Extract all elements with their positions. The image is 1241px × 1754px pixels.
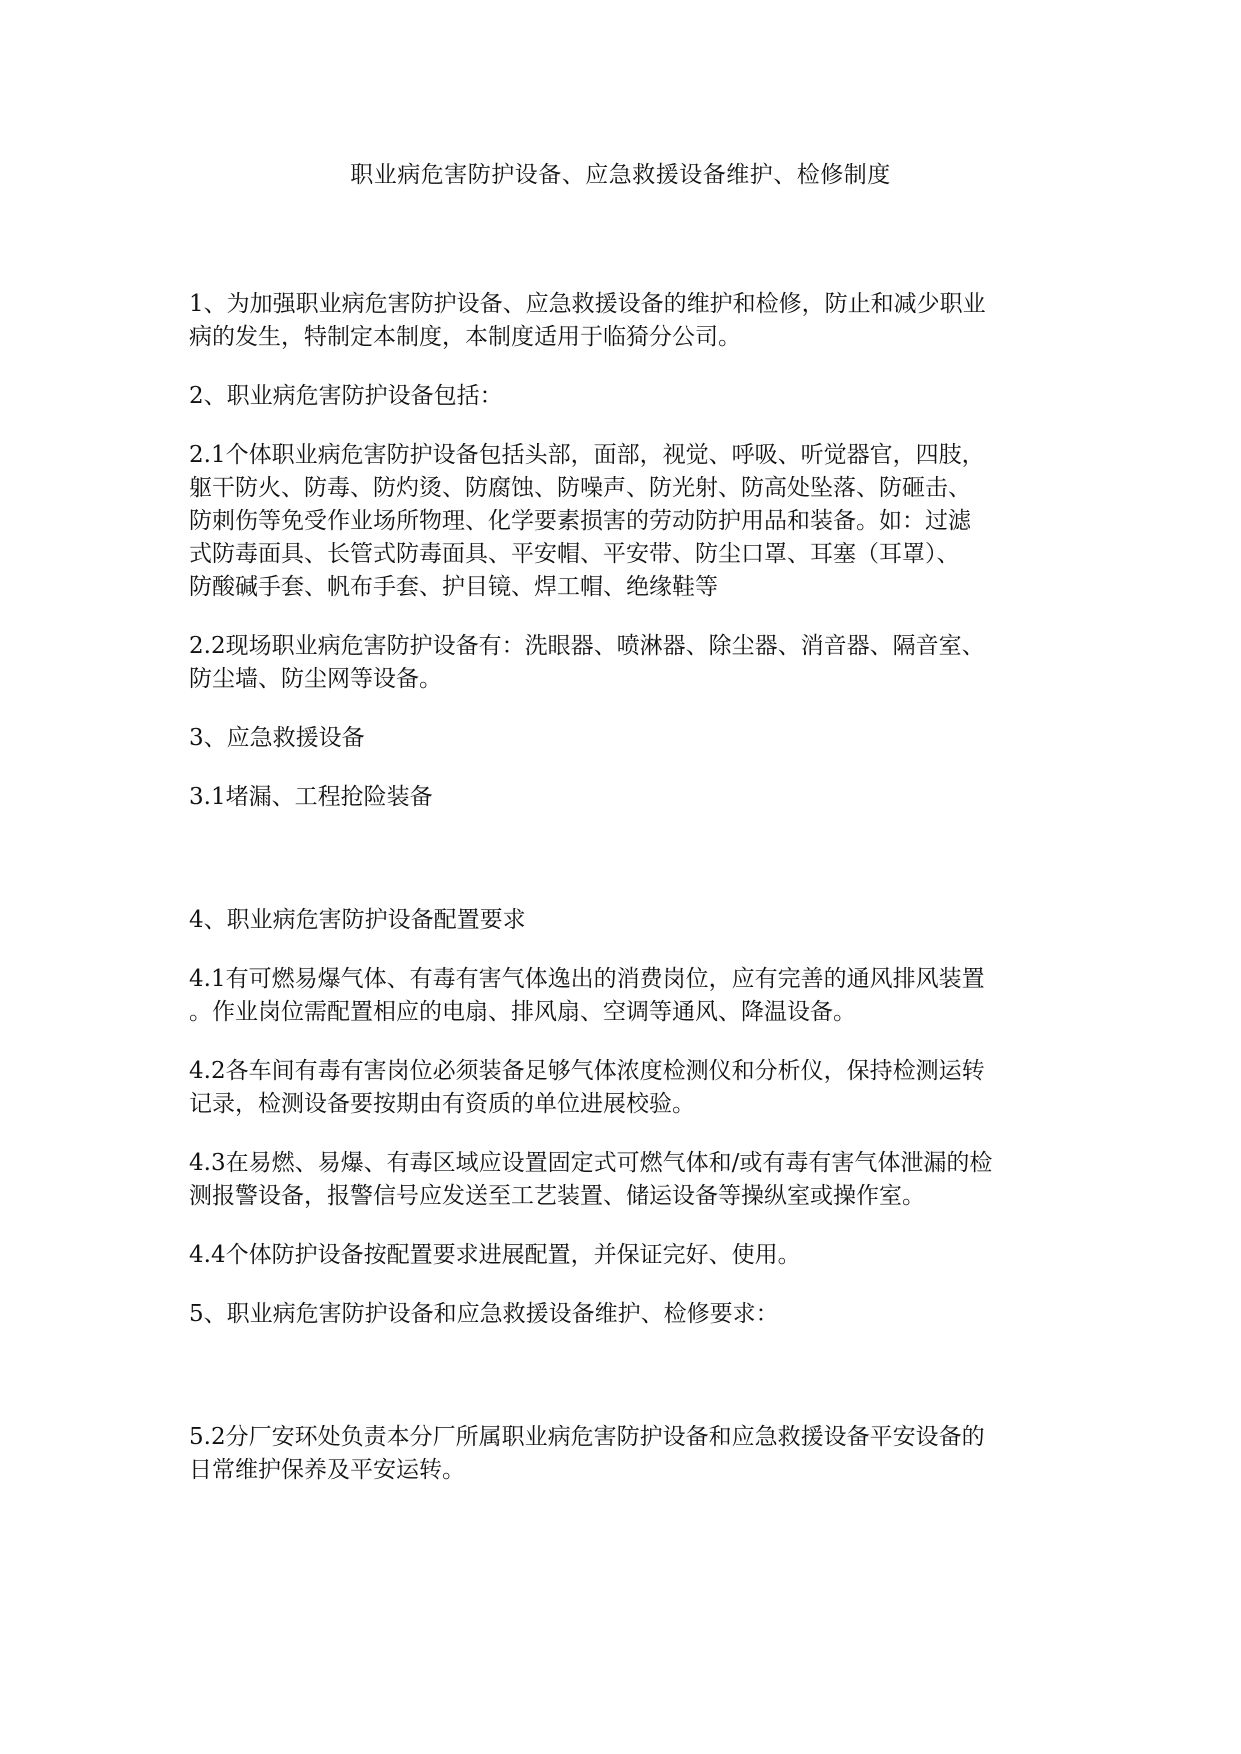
paragraph-3: 3、应急救援设备	[189, 725, 365, 751]
document-body	[189, 288, 1059, 1513]
paragraph-4-3: 4.3在易燃、易爆、有毒区域应设置固定式可燃气体和/或有毒有害气体泄漏的检 测报警设备，报警信号应发送至工艺装置、储运设备等操纵室或操作室。	[189, 1150, 993, 1209]
blank-space	[189, 840, 1059, 904]
paragraph-1: 1、为加强职业病危害防护设备、应急救援设备的维护和检修，防止和减少职业 病的发生，特制定本制度，本制度适用于临猗分公司。	[189, 291, 986, 350]
paragraph-2-2: 2.2现场职业病危害防护设备有：洗眼器、喷淋器、除尘器、消音器、隔音室、 防尘墙、防尘网等设备。	[189, 633, 985, 692]
paragraph-5: 5、职业病危害防护设备和应急救援设备维护、检修要求：	[189, 1301, 779, 1327]
paragraph-4-2: 4.2各车间有毒有害岗位必须装备足够气体浓度检测仪和分析仪，保持检测运转 记录，检测设备要按期由有资质的单位进展校验。	[189, 1058, 985, 1117]
blank-space	[189, 1357, 1059, 1421]
paragraph-3-1: 3.1堵漏、工程抢险装备	[189, 784, 433, 810]
paragraph-2-1: 2.1个体职业病危害防护设备包括头部，面部，视觉、呼吸、听觉器官，四肢， 躯干防火、防毒、防灼烫、防腐蚀、防噪声、防光射、防高处坠落、防砸击、 防刺伤等免受作业场所物理、化学要素损害的劳动防护用品和装备。如：过滤 式防毒面具、长管式防毒面具、平安帽、平安带、防尘口罩、耳塞（耳罩）、 防酸碱手套、帆布手套、护目镜、焊工帽、绝缘鞋等	[189, 442, 985, 600]
paragraph-4-4: 4.4个体防护设备按配置要求进展配置，并保证完好、使用。	[189, 1242, 801, 1268]
paragraph-4-1: 4.1有可燃易爆气体、有毒有害气体逸出的消费岗位，应有完善的通风排风装置 。作业岗位需配置相应的电扇、排风扇、空调等通风、降温设备。	[189, 966, 985, 1025]
document-title: 职业病危害防护设备、应急救援设备维护、检修制度	[350, 162, 891, 188]
paragraph-4: 4、职业病危害防护设备配置要求	[189, 907, 526, 933]
paragraph-2: 2、职业病危害防护设备包括：	[189, 383, 503, 409]
paragraph-5-2: 5.2分厂安环处负责本分厂所属职业病危害防护设备和应急救援设备平安设备的 日常维护保养及平安运转。	[189, 1424, 985, 1483]
